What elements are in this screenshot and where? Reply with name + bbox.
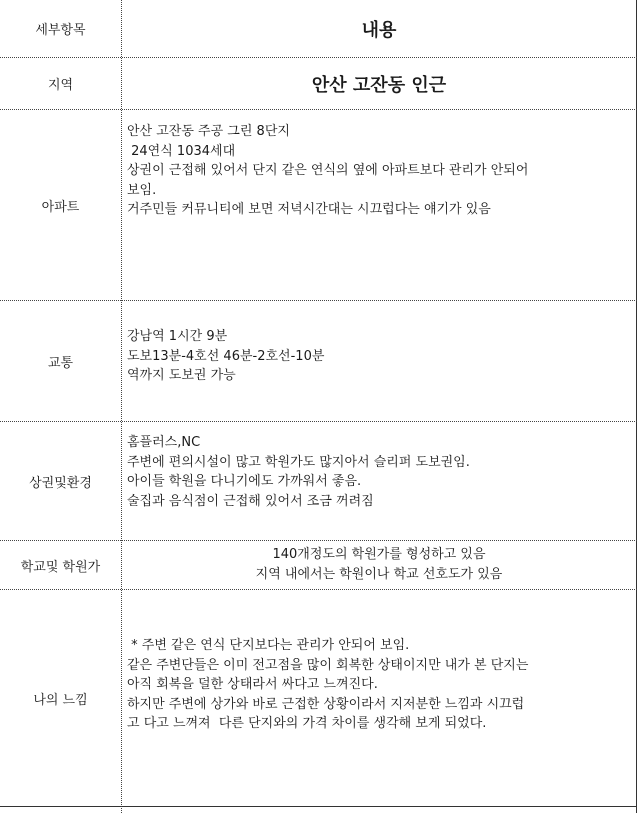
school-line: 140개정도의 학원가를 형성하고 있음 (272, 547, 486, 562)
apartment-line: 보임. (127, 182, 157, 198)
transport-content (123, 327, 635, 386)
transport-line: 역까지 도보권 가능 (127, 368, 236, 383)
feeling-line: 하지만 주변에 상가와 바로 근접한 상황이라서 지저분한 느낌과 시끄럽 (127, 696, 525, 712)
transport-line: 강남역 1시간 9분 (127, 329, 228, 344)
header-content: 내용 (361, 19, 397, 41)
apartment-line: 안산 고잔동 주공 그린 8단지 (127, 124, 290, 139)
commerce-line: 아이들 학원을 다니기에도 가까워서 좋음. (127, 474, 362, 489)
feeling-line: 고 다고 느껴져 다른 단지와의 가격 차이를 생각해 보게 되었다. (127, 716, 487, 731)
school-line: 지역 내에서는 학원이나 학교 선호도가 있음 (255, 566, 503, 582)
commerce-line: 주변에 편의시설이 많고 학원가도 많지아서 슬리퍼 도보권임. (127, 454, 470, 470)
transport-label: 교통 (47, 355, 74, 371)
commerce-content (123, 433, 635, 511)
feeling-label: 나의 느낌 (33, 692, 88, 708)
transport-line: 도보13분-4호선 46분-2호선-10분 (127, 348, 325, 364)
school-content (123, 541, 635, 589)
region-label: 지역 (47, 78, 74, 93)
column-divider (121, 0, 122, 813)
feeling-line: * 주변 같은 연식 단지보다는 관리가 안되어 보임. (127, 638, 410, 653)
apartment-line: 상권이 근접해 있어서 단지 같은 연식의 옆에 아파트보다 관리가 안되어 (127, 163, 529, 178)
region-value: 안산 고잔동 인근 (311, 74, 447, 96)
apartment-line: 거주민들 커뮤니티에 보면 저녁시간대는 시끄럽다는 얘기가 있음 (127, 202, 491, 217)
apartment-content (123, 122, 635, 220)
right-border (636, 0, 637, 813)
feeling-content (123, 636, 635, 734)
apartment-label: 아파트 (41, 199, 80, 215)
commerce-line: 술집과 음식점이 근접해 있어서 조금 꺼려짐 (127, 493, 374, 509)
commerce-line: 홈플러스,NC (127, 435, 201, 450)
commerce-label: 상권및환경 (29, 475, 92, 491)
bottom-border (0, 806, 637, 807)
apartment-line: 24연식 1034세대 (127, 143, 236, 159)
feeling-line: 아직 회복을 덜한 상태라서 싸다고 느껴진다. (127, 677, 378, 692)
school-label: 학교및 학원가 (20, 559, 101, 575)
feeling-line: 같은 주변단들은 이미 전고점을 많이 회복한 상태이지만 내가 본 단지는 (127, 657, 529, 673)
header-label: 세부항목 (35, 23, 86, 38)
